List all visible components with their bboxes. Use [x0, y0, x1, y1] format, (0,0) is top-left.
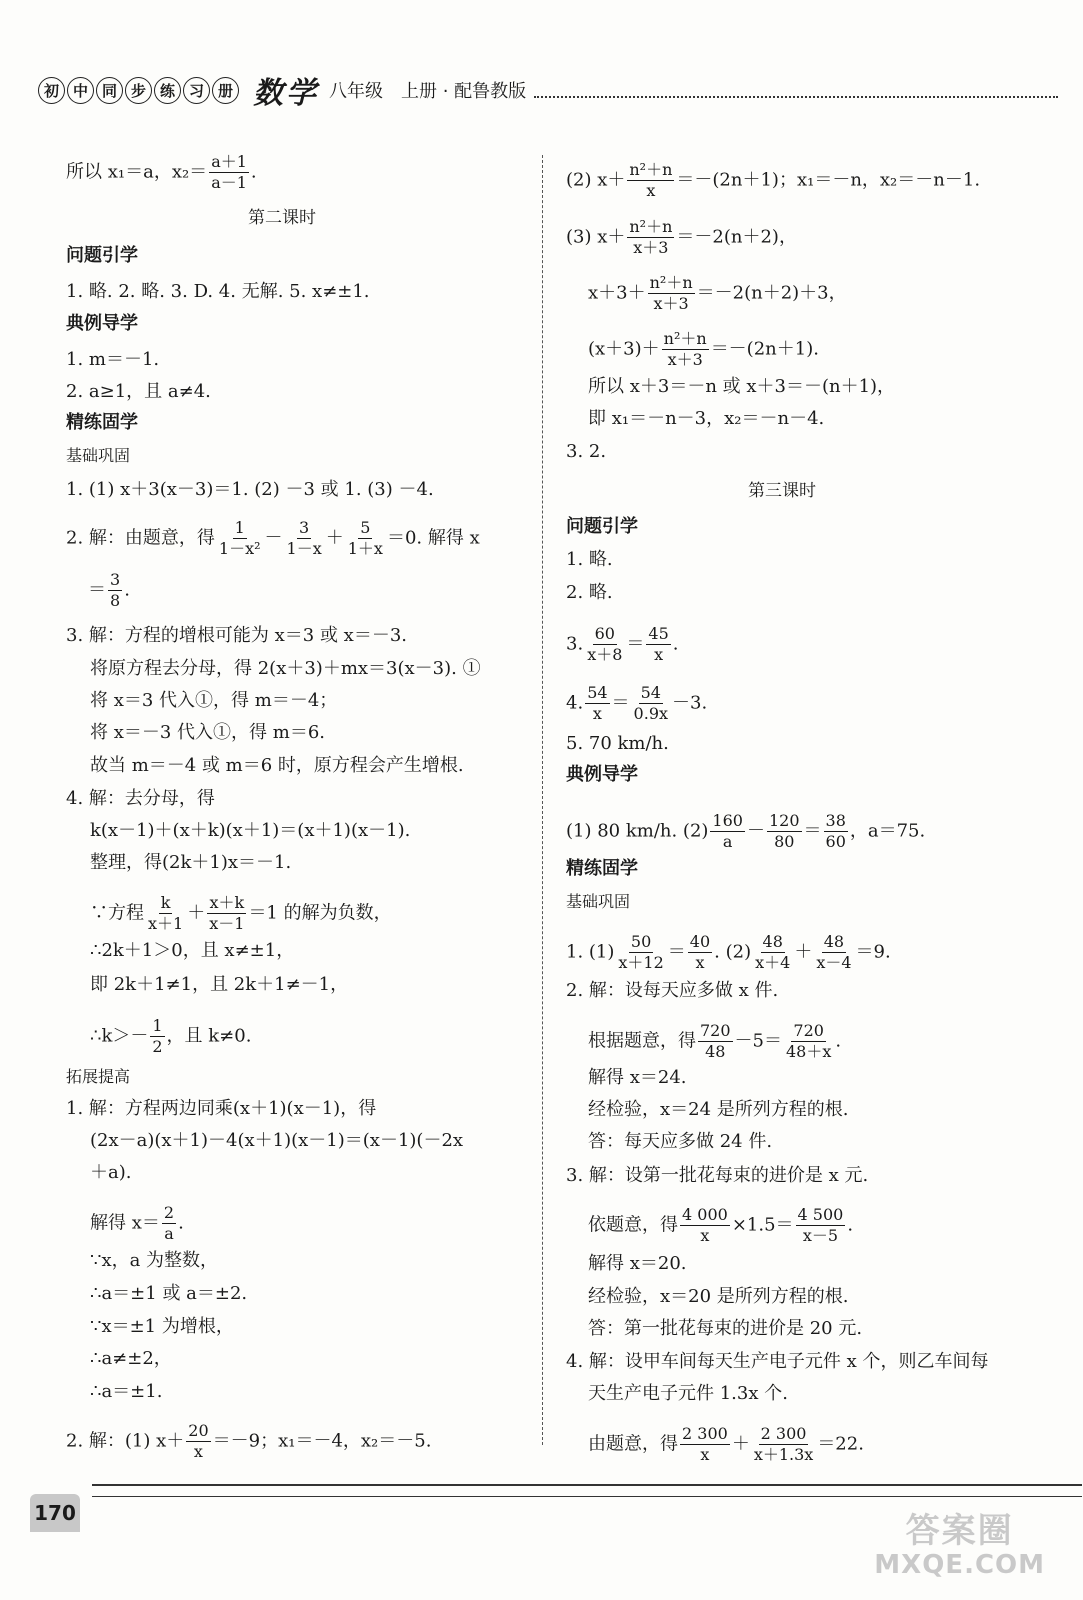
column-divider	[542, 155, 543, 1445]
series-char: 册	[212, 77, 239, 104]
fraction: $\frac{4 000}{x}$	[682, 1205, 728, 1245]
fraction: $\frac{3}{8}$	[110, 570, 121, 610]
answer-line: ∴a≠±2，	[90, 1348, 172, 1369]
grade-label: 八年级	[329, 81, 383, 102]
answer-line: 1. (1) x＋3(x－3)＝1. (2) －3 或 1. (3) －4.	[66, 479, 434, 500]
lesson-title: 第三课时	[748, 481, 816, 501]
answer-line: ∵方程 $\frac{k}{x+1}$ ＋ $\frac{x+k}{x-1}$ ＝1 的解为负数，	[90, 893, 392, 933]
answer-line: 4. 解：去分母，得	[66, 788, 215, 809]
footer-rule	[92, 1484, 1082, 1497]
answer-line: 将 x＝－3 代入①，得 m＝6.	[90, 722, 326, 743]
answer-line: 所以 x₁＝a，x₂＝ $\frac{a+1}{a-1}$ .	[66, 152, 257, 192]
answer-line: 故当 m＝－4 或 m＝6 时，原方程会产生增根.	[90, 755, 464, 776]
answer-line: 4. 解：设甲车间每天生产电子元件 x 个，则乙车间每	[566, 1351, 989, 1372]
fraction: $\frac{\text{n²＋n}}{x+3}$	[663, 329, 707, 369]
series-char: 同	[96, 77, 123, 104]
fraction: $\frac{60}{x+8}$	[587, 624, 623, 664]
fraction: $\frac{1}{\text{1－x²}}$	[218, 518, 261, 558]
answer-line: (3) x＋ $\frac{\text{n²＋n}}{x+3}$ ＝－2(n＋2)，	[566, 217, 797, 257]
fraction: $\frac{x+k}{x-1}$	[209, 893, 245, 933]
answer-line: 3. $\frac{60}{x+8}$ ＝ $\frac{45}{x}$ .	[566, 624, 679, 664]
fraction: $\frac{4 500}{x-5}$	[797, 1205, 844, 1245]
watermark	[874, 1511, 1045, 1582]
series-char: 练	[154, 77, 181, 104]
series-char: 中	[67, 77, 94, 104]
fraction: $\frac{\text{n²＋n}}{x}$	[629, 160, 673, 200]
watermark-line: 答案圈	[905, 1511, 1014, 1551]
answer-line: 1. m＝－1.	[66, 349, 160, 370]
answer-line: ∴a＝±1 或 a＝±2.	[90, 1283, 248, 1304]
fraction: $\frac{720}{48+x}$	[786, 1021, 832, 1061]
fraction: $\frac{720}{48}$	[700, 1021, 731, 1061]
series-char: 习	[183, 77, 210, 104]
subject-title: 数学	[253, 76, 319, 111]
edition-label: 上册 · 配鲁教版	[401, 81, 527, 102]
answer-line: 经检验，x＝20 是所列方程的根.	[588, 1286, 849, 1307]
answer-line: 2. 略.	[566, 582, 613, 603]
answer-line: ＝ $\frac{3}{8}$ .	[88, 570, 130, 610]
answer-line: 依题意，得 $\frac{4 000}{x}$ ×1.5＝ $\frac{4 500}{x-5}$ .	[588, 1205, 854, 1245]
answer-line: 3. 2.	[566, 441, 607, 462]
answer-line: (2x－a)(x＋1)－4(x＋1)(x－1)＝(x－1)(－2x	[90, 1130, 464, 1151]
answer-line: ∴a＝±1.	[90, 1381, 163, 1402]
answer-line: 所以 x＋3＝－n 或 x＋3＝－(n＋1)，	[588, 376, 896, 397]
section-heading: 精练固学	[566, 858, 638, 879]
section-heading: 问题引学	[66, 245, 138, 266]
answer-line: ∴k＞－ $\frac{1}{2}$ ，且 k≠0.	[90, 1016, 252, 1056]
lesson-title: 第二课时	[248, 208, 316, 228]
answer-line: 答：第一批花每束的进价是 20 元.	[588, 1318, 863, 1339]
answer-line: ∵x，a 为整数，	[90, 1250, 219, 1271]
answer-line: 解得 x＝20.	[588, 1253, 687, 1274]
answer-line: 5. 70 km/h.	[566, 733, 669, 754]
answer-line: 即 2k＋1≠1，且 2k＋1≠－1，	[90, 974, 349, 995]
answer-line: 3. 解：方程的增根可能为 x＝3 或 x＝－3.	[66, 625, 407, 646]
answer-line: 1. 解：方程两边同乘(x＋1)(x－1)，得	[66, 1098, 377, 1119]
answer-line: 解得 x＝ $\frac{2}{a}$ .	[90, 1203, 184, 1243]
answer-line: 2. 解：由题意，得 $\frac{1}{\text{1－x²}}$ － $\frac{3}{1-x}$ ＋ $\frac{5}{1+x}$ ＝0. 解得 x	[66, 518, 480, 558]
fraction: $\frac{1}{2}$	[152, 1016, 163, 1056]
answer-line: 2. a≥1，且 a≠4.	[66, 381, 211, 402]
subsection-heading: 拓展提高	[66, 1067, 131, 1086]
fraction: $\frac{54}{0.9x}$	[633, 683, 669, 723]
fraction: $\frac{50}{x+12}$	[618, 932, 664, 972]
fraction: $\frac{20}{x}$	[188, 1421, 209, 1461]
answer-line: (x＋3)＋ $\frac{\text{n²＋n}}{x+3}$ ＝－(2n＋1).	[588, 329, 819, 369]
fraction: $\frac{120}{80}$	[768, 811, 800, 851]
fraction: $\frac{\text{n²＋n}}{x+3}$	[629, 217, 673, 257]
answer-line: 将 x＝3 代入①，得 m＝－4；	[90, 690, 338, 711]
fraction: $\frac{2}{a}$	[163, 1203, 175, 1243]
subsection-heading: 基础巩固	[66, 446, 131, 465]
answer-line: ∵x＝±1 为增根，	[90, 1316, 234, 1337]
answer-line: 将原方程去分母，得 2(x＋3)＋mx＝3(x－3). ①	[90, 658, 481, 679]
section-heading: 典例导学	[66, 313, 138, 334]
fraction: $\frac{160}{a}$	[712, 811, 743, 851]
watermark-line: MXQE.COM	[874, 1550, 1045, 1580]
series-title	[38, 77, 239, 104]
answer-line: ∴2k＋1＞0，且 x≠±1，	[90, 940, 295, 961]
answer-line: ＋a).	[90, 1162, 132, 1183]
answer-line: 由题意，得 $\frac{2 300}{x}$ ＋ $\frac{2 300}{x+1.3x}$ ＝22.	[588, 1424, 864, 1464]
fraction: $\frac{48}{x+4}$	[755, 932, 791, 972]
subsection-heading: 基础巩固	[566, 892, 631, 911]
fraction: $\frac{48}{x-4}$	[816, 932, 852, 972]
fraction: $\frac{38}{60}$	[825, 811, 846, 851]
answer-line: 4. $\frac{54}{x}$ ＝ $\frac{54}{0.9x}$ －3.	[566, 683, 708, 723]
answer-line: 经检验，x＝24 是所列方程的根.	[588, 1099, 849, 1120]
answer-line: 1. 略.	[566, 549, 613, 570]
header-dotted-rule	[534, 82, 1058, 98]
fraction: $\frac{k}{x+1}$	[148, 893, 184, 933]
answer-line: 2. 解：(1) x＋ $\frac{20}{x}$ ＝－9；x₁＝－4，x₂＝－5.	[66, 1421, 432, 1461]
section-heading: 典例导学	[566, 764, 638, 785]
answer-line: 根据题意，得 $\frac{720}{48}$ －5＝ $\frac{720}{48+x}$ .	[588, 1021, 842, 1061]
fraction: $\frac{54}{x}$	[587, 683, 608, 723]
fraction: $\frac{a+1}{a-1}$	[211, 152, 247, 192]
answer-line: 3. 解：设第一批花每束的进价是 x 元.	[566, 1165, 869, 1186]
series-char: 初	[38, 77, 65, 104]
fraction: $\frac{2 300}{x}$	[682, 1424, 728, 1464]
answer-line: 解得 x＝24.	[588, 1067, 687, 1088]
answer-line: (2) x＋ $\frac{\text{n²＋n}}{x}$ ＝－(2n＋1)；x₁＝－n，x₂＝－n－1.	[566, 160, 981, 200]
page-number: 170	[30, 1494, 80, 1532]
fraction: $\frac{5}{1+x}$	[347, 518, 383, 558]
answer-line: 答：每天应多做 24 件.	[588, 1131, 773, 1152]
fraction: $\frac{3}{1-x}$	[286, 518, 322, 558]
answer-line: 即 x₁＝－n－3，x₂＝－n－4.	[588, 408, 825, 429]
answer-line: 天生产电子元件 1.3x 个.	[588, 1383, 788, 1404]
section-heading: 问题引学	[566, 516, 638, 537]
answer-line: k(x－1)＋(x＋k)(x＋1)＝(x＋1)(x－1).	[90, 820, 411, 841]
section-heading: 精练固学	[66, 412, 138, 433]
series-char: 步	[125, 77, 152, 104]
answer-line: 1. (1) $\frac{50}{x+12}$ ＝ $\frac{40}{x}$ . (2) $\frac{48}{x+4}$ ＋ $\frac{48}{x-4}$ ＝9.	[566, 932, 891, 972]
fraction: $\frac{40}{x}$	[689, 932, 711, 972]
answer-line: 2. 解：设每天应多做 x 件.	[566, 980, 779, 1001]
answer-line: (1) 80 km/h. (2) $\frac{160}{a}$ － $\frac{120}{80}$ ＝ $\frac{38}{60}$ ，a＝75.	[566, 811, 926, 851]
fraction: $\frac{\text{n²＋n}}{x+3}$	[649, 273, 693, 313]
answer-line: x＋3＋ $\frac{\text{n²＋n}}{x+3}$ ＝－2(n＋2)＋3，	[588, 273, 847, 313]
answer-line: 整理，得(2k＋1)x＝－1.	[90, 852, 292, 873]
fraction: $\frac{45}{x}$	[648, 624, 669, 664]
answer-line: 1. 略. 2. 略. 3. D. 4. 无解. 5. x≠±1.	[66, 281, 370, 302]
page-header	[38, 72, 1058, 111]
fraction: $\frac{2 300}{x+1.3x}$	[753, 1424, 814, 1464]
